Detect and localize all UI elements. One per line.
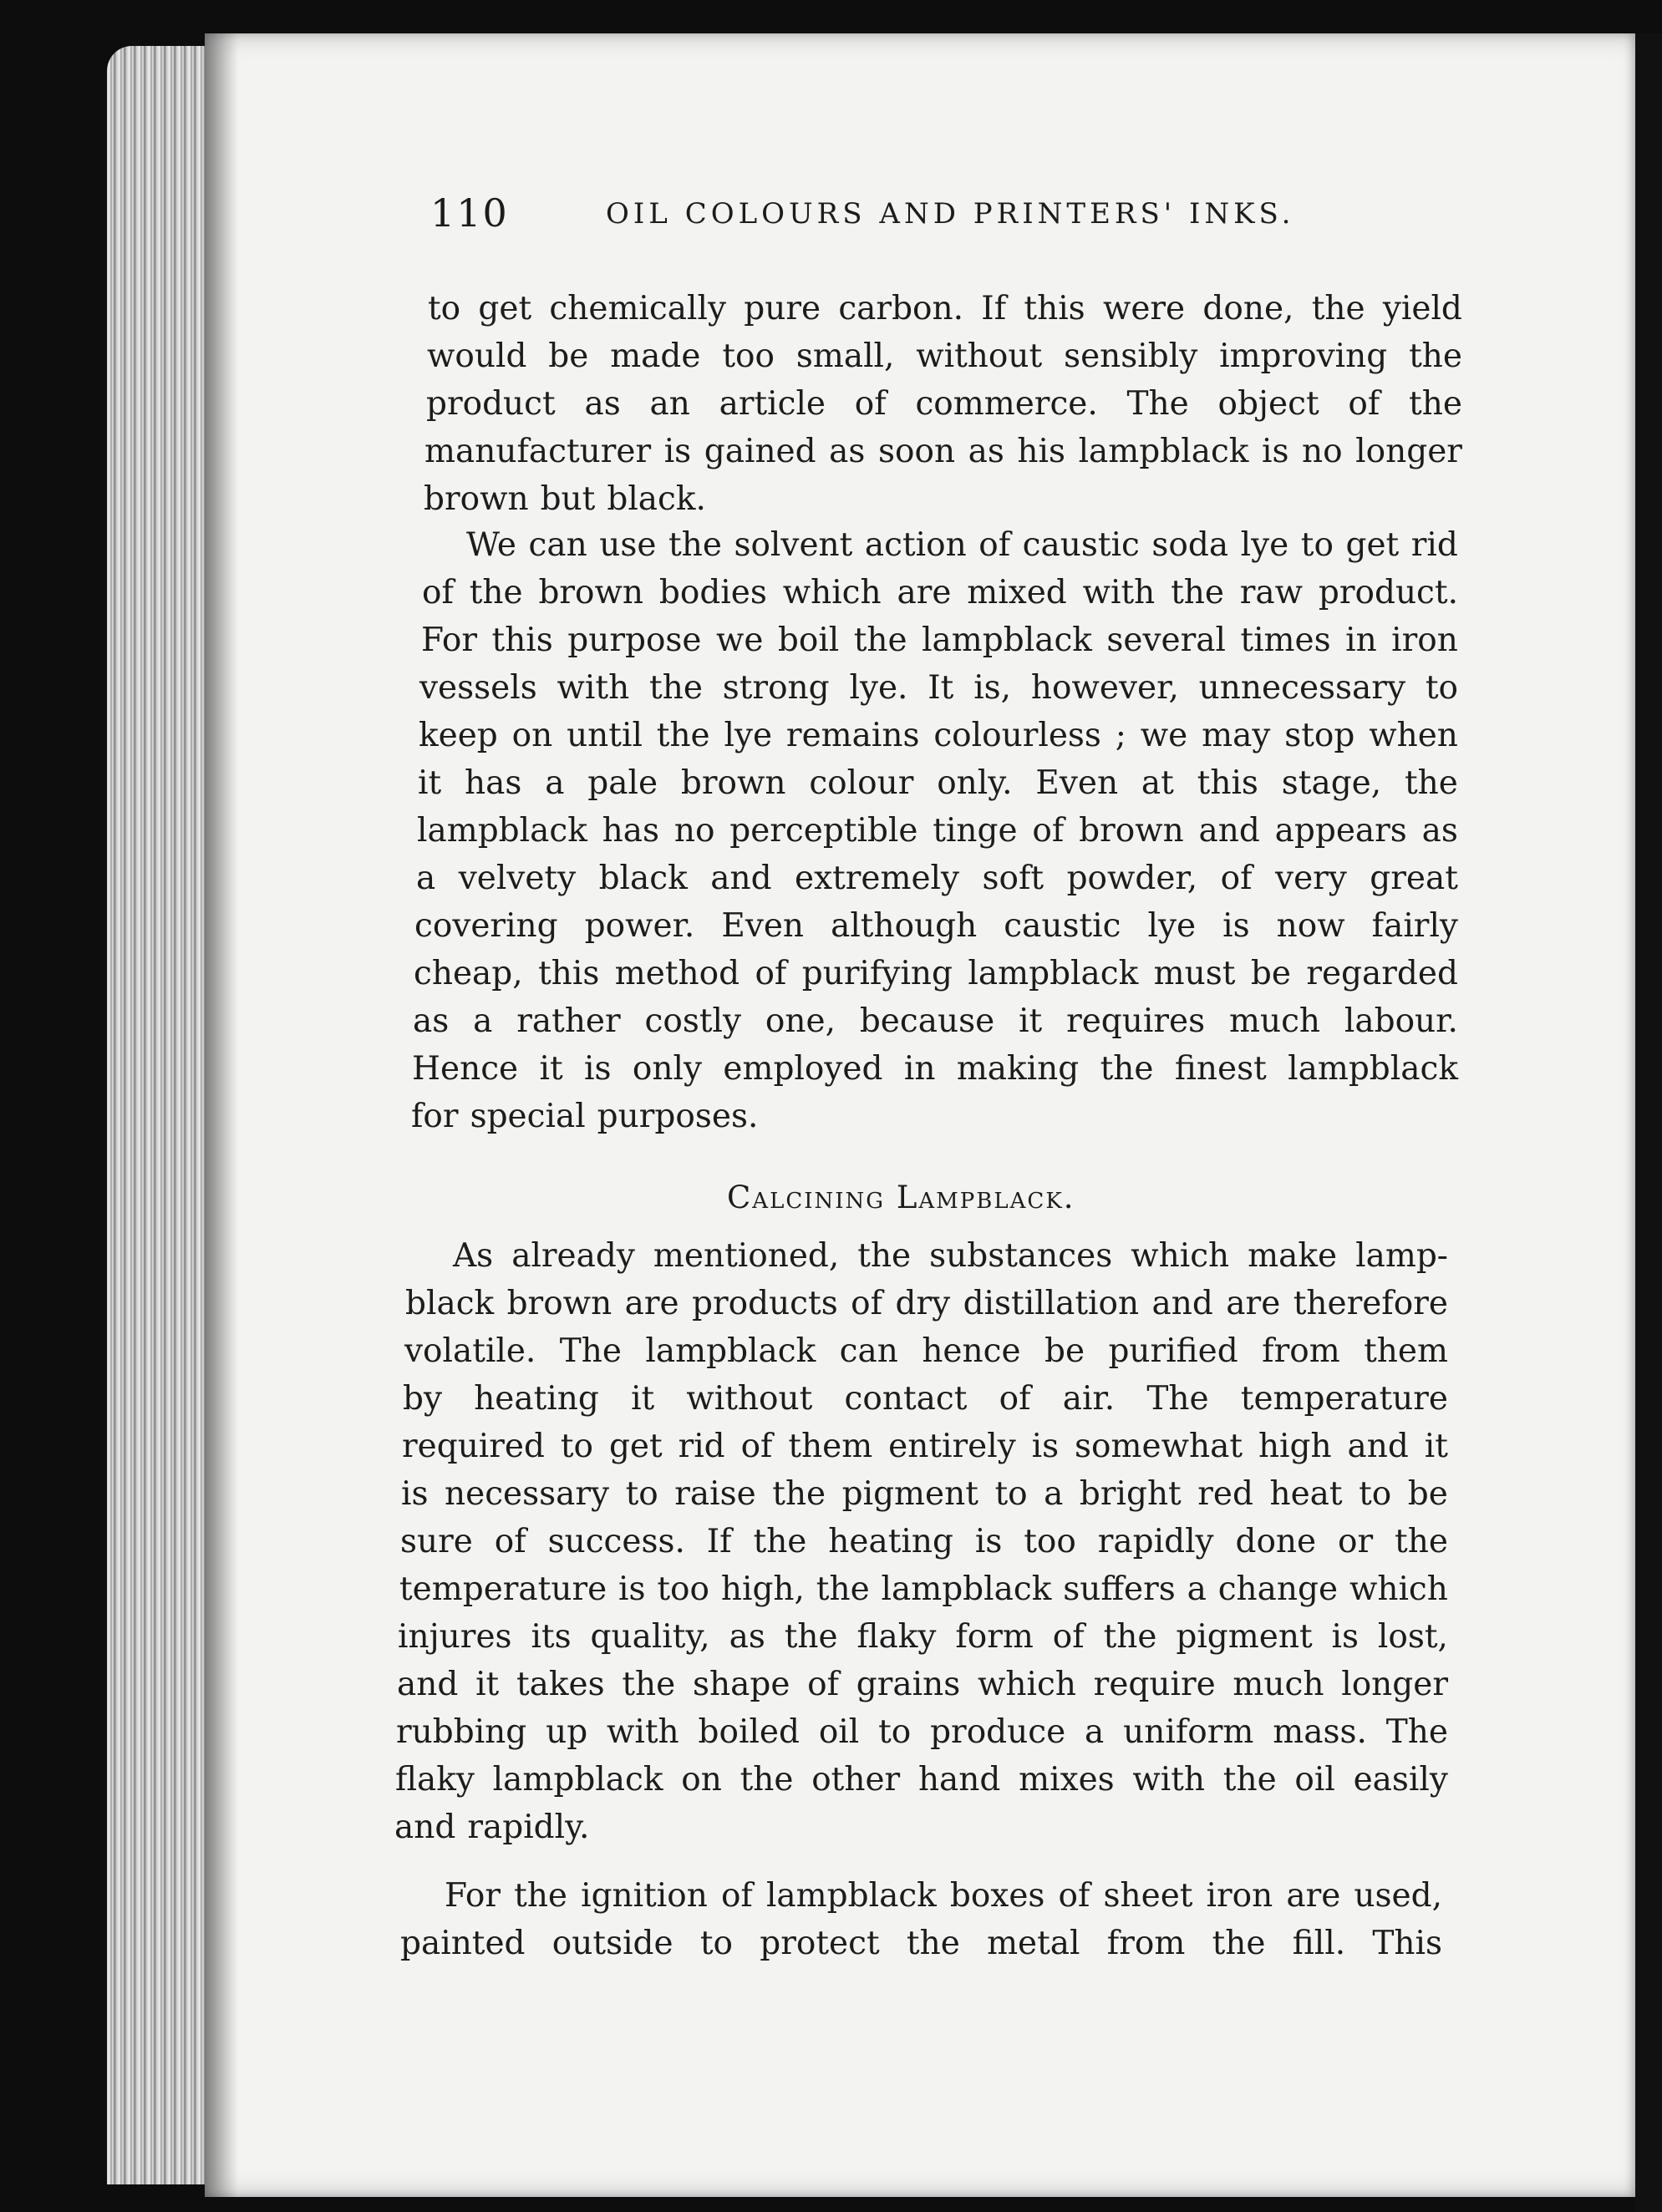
paragraph-2-line: for special purposes. <box>411 1098 759 1135</box>
paragraph-2-line: a velvety black and extremely soft powder, of very great <box>416 860 1458 897</box>
paragraph-3-line: required to get rid of them entirely is somewhat high and it <box>402 1428 1448 1465</box>
paragraph-2-line: We can use the solvent action of caustic soda lye to get rid <box>466 526 1458 564</box>
paragraph-2-line: as a rather costly one, because it requires much labour. <box>413 1002 1458 1040</box>
paragraph-3-line: by heating it without contact of air. The temperature <box>403 1380 1448 1418</box>
paragraph-1-line: would be made too small, without sensibly improving the <box>427 337 1462 375</box>
paragraph-3-line: As already mentioned, the substances which make lamp- <box>453 1237 1448 1275</box>
paragraph-3-line: injures its quality, as the flaky form of the pigment is lost, <box>398 1618 1448 1656</box>
paragraph-3-line: sure of success. If the heating is too rapidly done or the <box>400 1523 1448 1560</box>
paragraph-2-line: covering power. Even although caustic lye is now fairly <box>414 907 1458 945</box>
paragraph-3-line: is necessary to raise the pigment to a bright red heat to be <box>401 1475 1448 1513</box>
paragraph-3-line: rubbing up with boiled oil to produce a uniform mass. The <box>396 1713 1448 1751</box>
paragraph-2-line: it has a pale brown colour only. Even at this stage, the <box>418 764 1458 802</box>
paragraph-1-line: product as an article of commerce. The object of the <box>426 385 1462 423</box>
paragraph-4-line: painted outside to protect the metal from the fill. This <box>400 1925 1442 1962</box>
paragraph-1-line: to get chemically pure carbon. If this were done, the yield <box>428 290 1462 327</box>
paragraph-3-line: volatile. The lampblack can hence be purified from them <box>404 1332 1448 1370</box>
section-heading: Calcining Lampblack. <box>727 1180 1075 1215</box>
running-title: OIL COLOURS AND PRINTERS' INKS. <box>606 197 1295 231</box>
running-head <box>430 190 1295 244</box>
paragraph-3-line: temperature is too high, the lampblack suffers a change which <box>399 1570 1448 1608</box>
paragraph-2-line: of the brown bodies which are mixed with the raw product. <box>422 574 1458 611</box>
paragraph-2-line: vessels with the strong lye. It is, however, unnecessary to <box>419 669 1458 707</box>
page-number: 110 <box>430 190 509 236</box>
paragraph-1-line: brown but black. <box>424 480 706 518</box>
paragraph-2-line: Hence it is only employed in making the finest lampblack <box>412 1050 1458 1088</box>
paragraph-4-line: For the ignition of lampblack boxes of sheet iron are used, <box>445 1877 1442 1915</box>
paragraph-3-line: flaky lampblack on the other hand mixes with the oil easily <box>395 1761 1448 1799</box>
paragraph-1-line: manufacturer is gained as soon as his lampblack is no longer <box>424 433 1462 470</box>
paragraph-2-line: cheap, this method of purifying lampblack must be regarded <box>414 955 1458 992</box>
paragraph-3-line: and it takes the shape of grains which require much longer <box>397 1666 1448 1703</box>
paragraph-2-line: For this purpose we boil the lampblack several times in iron <box>421 621 1458 659</box>
paragraph-3-line: black brown are products of dry distillation and are therefore <box>405 1285 1448 1322</box>
paragraph-3-line: and rapidly. <box>394 1809 590 1846</box>
paragraph-2-line: lampblack has no perceptible tinge of brown and appears as <box>417 812 1458 850</box>
paragraph-2-line: keep on until the lye remains colourless ; we may stop when <box>419 717 1458 754</box>
